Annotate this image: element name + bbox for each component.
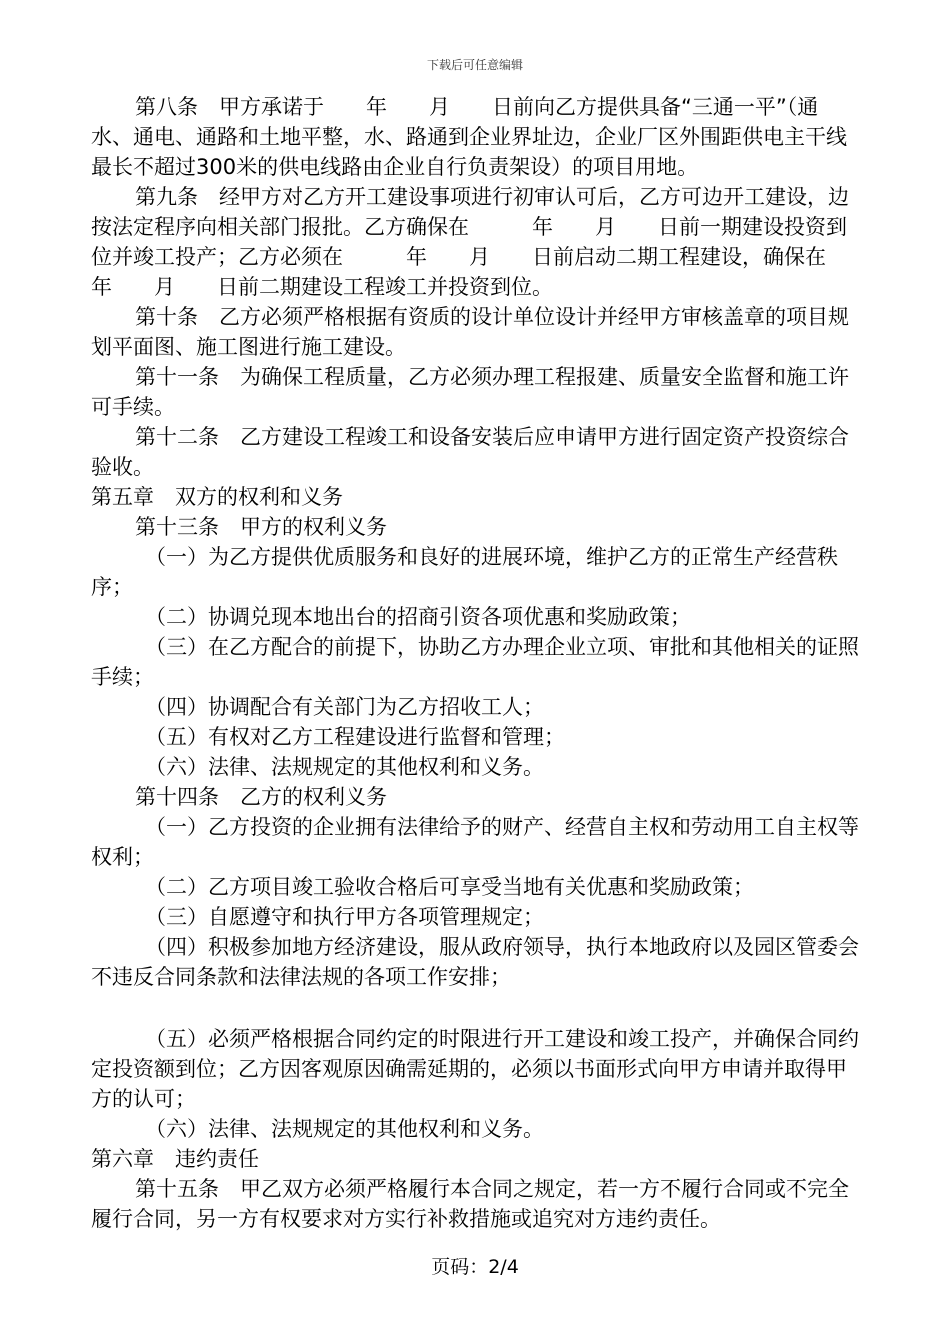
article-12: 第十二条 乙方建设工程竣工和设备安装后应申请甲方进行固定资产投资综合验收。 (91, 425, 849, 479)
document-body (91, 92, 889, 1234)
article-13-item-3: （三）在乙方配合的前提下，协助乙方办理企业立项、审批和其他相关的证照手续； (91, 635, 859, 689)
article-13-item-4: （四）协调配合有关部门为乙方招收工人； (145, 695, 544, 719)
article-14: 第十四条 乙方的权利义务 (135, 785, 387, 809)
page-number: 页码：2/4 (431, 1256, 519, 1278)
article-9: 第九条 经甲方对乙方开工建设事项进行初审认可后，乙方可边开工建设，边按法定程序向相关部门报批。乙方确保在 年 月 日前一期建设投资到位并竣工投产；乙方必须在 年 月 日前启动二期工程建设，确保在 年 月 日前二期建设工程竣工并投资到位。 (91, 185, 889, 299)
article-13-item-1: （一）为乙方提供优质服务和良好的进展环境，维护乙方的正常生产经营秩序； (91, 545, 838, 599)
article-13-item-6: （六）法律、法规规定的其他权利和义务。 (145, 755, 544, 779)
article-14-item-6: （六）法律、法规规定的其他权利和义务。 (145, 1117, 544, 1141)
article-14-item-2: （二）乙方项目竣工验收合格后可享受当地有关优惠和奖励政策； (145, 875, 754, 899)
article-14-item-5: （五）必须严格根据合同约定的时限进行开工建设和竣工投产，并确保合同约定投资额到位；乙方因客观原因确需延期的，必须以书面形式向甲方申请并取得甲方的认可； (91, 1027, 859, 1111)
article-14-item-1: （一）乙方投资的企业拥有法律给予的财产、经营自主权和劳动用工自主权等权利； (91, 815, 859, 869)
article-11: 第十一条 为确保工程质量，乙方必须办理工程报建、质量安全监督和施工许可手续。 (91, 365, 849, 419)
paragraph-gap (91, 992, 859, 1024)
page-header: 下载后可任意编辑 (426, 58, 523, 72)
article-14-item-3: （三）自愿遵守和执行甲方各项管理规定； (145, 905, 544, 929)
chapter-5-heading: 第五章 双方的权利和义务 (91, 485, 343, 509)
article-14-item-4: （四）积极参加地方经济建设，服从政府领导，执行本地政府以及园区管委会不违反合同条款和法律法规的各项工作安排； (91, 935, 859, 989)
chapter-6-heading: 第六章 违约责任 (91, 1147, 259, 1171)
article-13-item-5: （五）有权对乙方工程建设进行监督和管理； (145, 725, 565, 749)
article-10: 第十条 乙方必须严格根据有资质的设计单位设计并经甲方审核盖章的项目规划平面图、施工图进行施工建设。 (91, 305, 849, 359)
article-13: 第十三条 甲方的权利义务 (135, 515, 387, 539)
article-15: 第十五条 甲乙双方必须严格履行本合同之规定，若一方不履行合同或不完全履行合同，另一方有权要求对方实行补救措施或追究对方违约责任。 (91, 1177, 849, 1231)
article-8: 第八条 甲方承诺于 年 月 日前向乙方提供具备“三通一平”（通水、通电、通路和土地平整，水、路通到企业界址边，企业厂区外围距供电主干线最长不超过300米的供电线路由企业自行负责架设）的项目用地。 (91, 95, 847, 179)
article-13-item-2: （二）协调兑现本地出台的招商引资各项优惠和奖励政策； (145, 605, 691, 629)
